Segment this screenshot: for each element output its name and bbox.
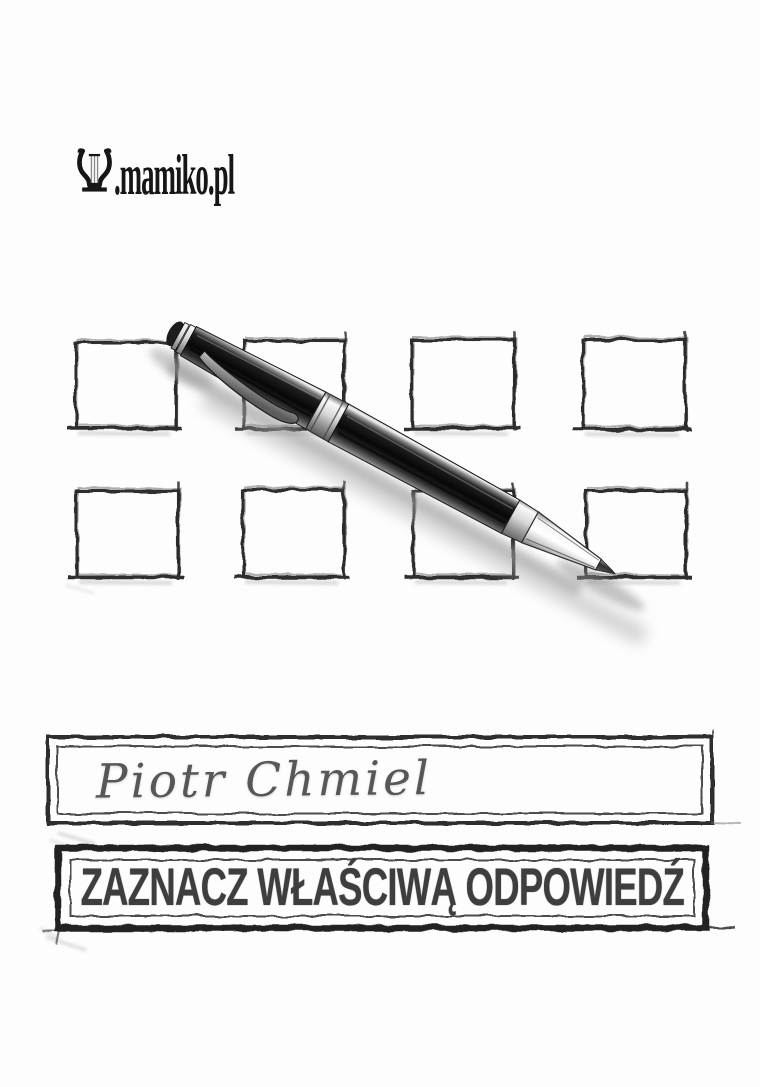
checkbox-shadow (79, 582, 172, 583)
book-title: ZAZNACZ WŁAŚCIWĄ ODPOWIEDŹ (80, 857, 684, 917)
answer-checkbox (403, 331, 520, 431)
answer-checkbox (68, 482, 184, 580)
checkbox-shadow (78, 433, 170, 434)
checkbox-shadow (415, 582, 507, 583)
pen-illustration (138, 308, 676, 647)
answer-checkbox (234, 481, 350, 580)
author-name: Piotr Chmiel (95, 750, 433, 810)
checkbox-shadow (245, 582, 338, 583)
answer-checkbox (67, 334, 182, 431)
checkbox-shadow (414, 433, 508, 434)
title-box (57, 847, 707, 927)
publisher-logo-text: .mamiko.pl (114, 144, 235, 207)
checkbox-shadow (585, 434, 679, 435)
answer-checkbox (574, 331, 691, 432)
author-name-box (60, 738, 700, 822)
